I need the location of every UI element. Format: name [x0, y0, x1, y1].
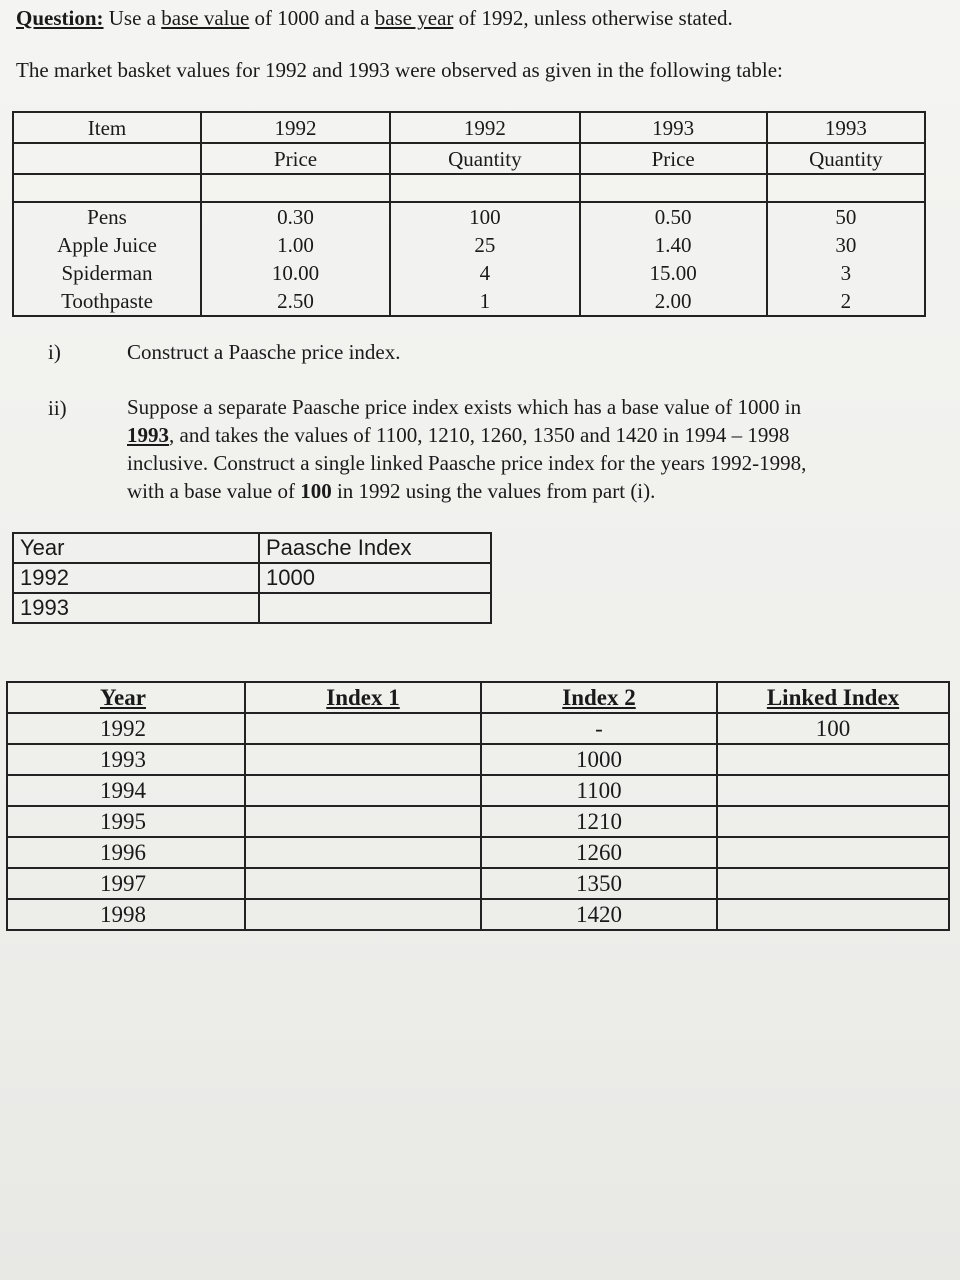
table-row: [13, 202, 925, 231]
part-ii-line-4: [127, 479, 655, 504]
linked-index-value: [717, 744, 949, 775]
index-1-value: [245, 744, 481, 775]
table-row: [7, 775, 949, 806]
table-row: [7, 806, 949, 837]
linked-header-row: [7, 682, 949, 713]
base-year-term: base year: [374, 6, 454, 30]
header-1993: 1993: [767, 112, 925, 143]
linked-index-value: [717, 868, 949, 899]
table-row: [13, 593, 491, 623]
part-i-text: Construct a Paasche price index.: [127, 340, 401, 364]
quantity-1992: 25: [390, 231, 580, 259]
subheader-quantity: Quantity: [390, 143, 580, 174]
linked-year: 1992: [7, 713, 245, 744]
paasche-header-row: [13, 533, 491, 563]
item-name: Toothpaste: [13, 287, 201, 316]
subheader-price: Price: [201, 143, 390, 174]
table-row: [7, 868, 949, 899]
question-text-1: Use a: [103, 6, 162, 30]
price-1993: 2.00: [580, 287, 767, 316]
linked-header-index-1: Index 1: [245, 682, 481, 713]
index-2-value: 1100: [481, 775, 717, 806]
spacer-cell: [201, 174, 390, 202]
question-text-3: of 1992, unless otherwise stated.: [453, 6, 733, 30]
index-1-value: [245, 713, 481, 744]
part-ii-number: ii): [48, 396, 67, 420]
spacer-cell: [390, 174, 580, 202]
table-row: [13, 231, 925, 259]
part-ii-line-1: Suppose a separate Paasche price index exists which has a base value of 1000 in: [127, 395, 802, 419]
question-line: [16, 6, 733, 31]
item-name: Spiderman: [13, 259, 201, 287]
table-row: [7, 744, 949, 775]
subtitle: The market basket values for 1992 and 1993 were observed as given in the following table:: [16, 58, 783, 82]
quantity-1992: 4: [390, 259, 580, 287]
part-ii-line-2: [127, 423, 789, 448]
paasche-year: 1992: [13, 563, 259, 593]
price-1993: 1.40: [580, 231, 767, 259]
quantity-1993: 50: [767, 202, 925, 231]
subheader-empty: [13, 143, 201, 174]
part-ii-line-2-rest: , and takes the values of 1100, 1210, 1260, 1350 and 1420 in 1994 – 1998: [169, 423, 790, 447]
part-ii-line-4c: in 1992 using the values from part (i).: [331, 479, 656, 503]
linked-year: 1993: [7, 744, 245, 775]
paasche-year: 1993: [13, 593, 259, 623]
basket-spacer-row: [13, 174, 925, 202]
linked-header-linked-index: Linked Index: [717, 682, 949, 713]
linked-index-value: [717, 806, 949, 837]
paasche-index: 1000: [259, 563, 491, 593]
question-label: Question:: [16, 6, 104, 30]
index-1-value: [245, 775, 481, 806]
index-2-value: -: [481, 713, 717, 744]
table-row: [13, 287, 925, 316]
linked-year: 1997: [7, 868, 245, 899]
quantity-1993: 30: [767, 231, 925, 259]
table-row: [7, 837, 949, 868]
part-ii-year: 1993: [127, 423, 169, 447]
price-1992: 10.00: [201, 259, 390, 287]
header-1993: 1993: [580, 112, 767, 143]
linked-index-value: [717, 775, 949, 806]
table-row: [7, 899, 949, 930]
spacer-cell: [767, 174, 925, 202]
linked-index-table: [6, 681, 950, 931]
index-2-value: 1350: [481, 868, 717, 899]
paasche-header-year: Year: [13, 533, 259, 563]
price-1992: 2.50: [201, 287, 390, 316]
linked-year: 1998: [7, 899, 245, 930]
basket-subheader-row: [13, 143, 925, 174]
spacer-cell: [580, 174, 767, 202]
linked-header-year: Year: [7, 682, 245, 713]
subheader-quantity: Quantity: [767, 143, 925, 174]
table-row: [7, 713, 949, 744]
linked-header-index-2: Index 2: [481, 682, 717, 713]
item-name: Pens: [13, 202, 201, 231]
part-ii-line-4a: with a base value of: [127, 479, 301, 503]
header-item: Item: [13, 112, 201, 143]
linked-index-value: 100: [717, 713, 949, 744]
index-2-value: 1210: [481, 806, 717, 837]
price-1993: 0.50: [580, 202, 767, 231]
index-2-value: 1420: [481, 899, 717, 930]
index-1-value: [245, 899, 481, 930]
quantity-1992: 1: [390, 287, 580, 316]
linked-year: 1996: [7, 837, 245, 868]
header-1992: 1992: [390, 112, 580, 143]
part-ii-line-3: inclusive. Construct a single linked Paasche price index for the years 1992-1998,: [127, 451, 807, 475]
subheader-price: Price: [580, 143, 767, 174]
price-1993: 15.00: [580, 259, 767, 287]
basket-header-row: [13, 112, 925, 143]
base-value-term: base value: [161, 6, 250, 30]
paasche-header-index: Paasche Index: [259, 533, 491, 563]
index-1-value: [245, 837, 481, 868]
part-ii-base-100: 100: [300, 479, 332, 503]
basket-table: [12, 111, 926, 317]
index-2-value: 1260: [481, 837, 717, 868]
linked-year: 1994: [7, 775, 245, 806]
part-i-number: i): [48, 340, 61, 364]
index-1-value: [245, 868, 481, 899]
index-2-value: 1000: [481, 744, 717, 775]
index-1-value: [245, 806, 481, 837]
paasche-table: [12, 532, 492, 624]
linked-index-value: [717, 899, 949, 930]
quantity-1992: 100: [390, 202, 580, 231]
linked-index-value: [717, 837, 949, 868]
quantity-1993: 2: [767, 287, 925, 316]
price-1992: 0.30: [201, 202, 390, 231]
paasche-index: [259, 593, 491, 623]
linked-year: 1995: [7, 806, 245, 837]
spacer-cell: [13, 174, 201, 202]
table-row: [13, 563, 491, 593]
price-1992: 1.00: [201, 231, 390, 259]
quantity-1993: 3: [767, 259, 925, 287]
header-1992: 1992: [201, 112, 390, 143]
table-row: [13, 259, 925, 287]
question-text-2: of 1000 and a: [249, 6, 375, 30]
item-name: Apple Juice: [13, 231, 201, 259]
